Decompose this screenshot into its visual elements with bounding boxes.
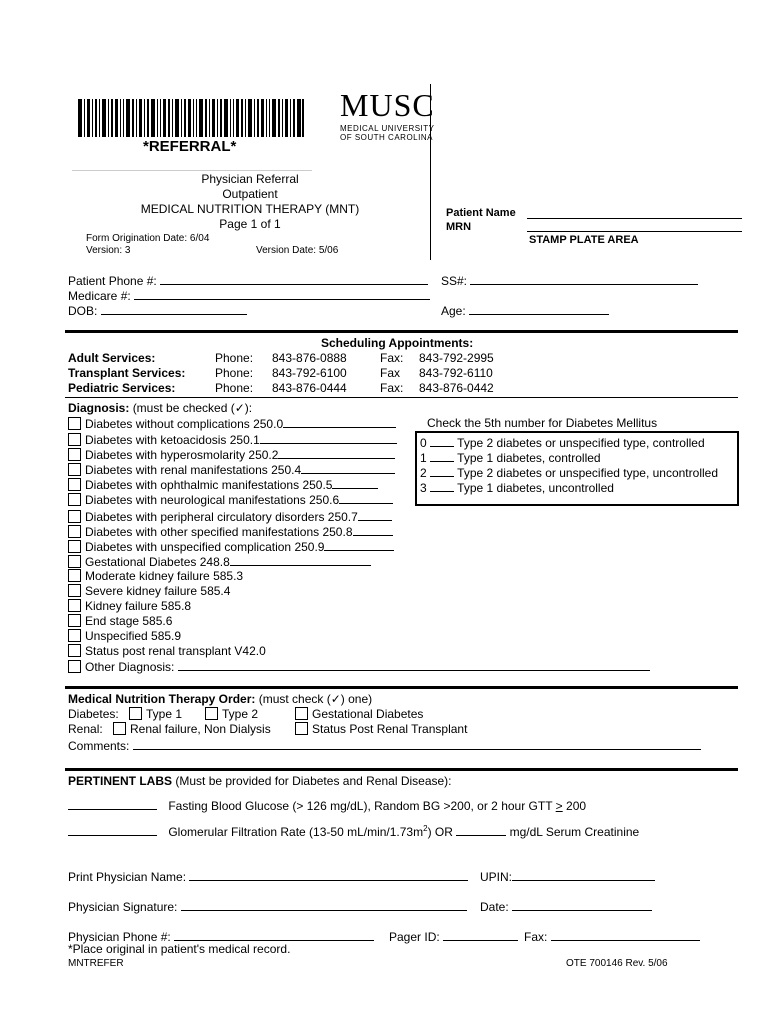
checkbox[interactable] (205, 707, 218, 720)
diagnosis-item[interactable] (68, 492, 393, 507)
diagnosis-item[interactable] (68, 584, 230, 598)
checkbox[interactable] (295, 722, 308, 735)
dob-label: DOB: (68, 304, 98, 318)
place-original-note: *Place original in patient's medical record. (68, 942, 291, 956)
diagnosis-fill-line (230, 554, 371, 566)
form-title-line: Outpatient (222, 187, 278, 201)
diabetes-label: Diabetes: (68, 707, 119, 721)
renal-failure-option[interactable] (113, 722, 271, 736)
form-title (110, 172, 390, 232)
gfr-field[interactable] (68, 823, 157, 836)
pager-row (389, 928, 518, 944)
scheduling-underline (65, 397, 738, 398)
diagnosis-label: Diabetes with unspecified complication 250.9 (85, 540, 325, 554)
service-name: Pediatric Services: (68, 381, 176, 395)
fax-number: 843-792-2995 (419, 351, 494, 365)
gestational-label: Gestational Diabetes (312, 707, 424, 721)
patient-phone-label: Patient Phone #: (68, 274, 157, 288)
diagnosis-item[interactable] (68, 629, 181, 643)
referral-label: *REFERRAL* (143, 138, 237, 155)
age-label: Age: (441, 304, 466, 318)
diagnosis-item[interactable] (68, 477, 378, 492)
diagnosis-label: Diabetes without complications 250.0 (85, 417, 284, 431)
checkbox[interactable] (68, 614, 81, 627)
diagnosis-label: Diabetes with hyperosmolarity 250.2 (85, 448, 279, 462)
scheduling-title: Scheduling Appointments: (321, 336, 474, 350)
glucose-label: Fasting Blood Glucose (> 126 mg/dL), Random BG >200, or 2 hour GTT (168, 799, 553, 813)
mnt-order-header (68, 692, 372, 706)
diagnosis-item[interactable] (68, 659, 650, 674)
fifth-digit-option[interactable] (420, 434, 705, 450)
checkbox[interactable] (68, 569, 81, 582)
diagnosis-label: Diabetes with neurological manifestations 250.6 (85, 493, 340, 507)
section-rule (65, 686, 738, 689)
phone-label: Phone: (215, 381, 254, 395)
gfr-row (68, 823, 639, 839)
diagnosis-fill-line (332, 477, 378, 489)
option-check-line[interactable] (430, 449, 454, 462)
fax-label: Fax (380, 366, 401, 380)
option-number: 3 (420, 481, 427, 495)
diagnosis-fill-line (260, 432, 397, 444)
footer-form-code: MNTREFER (68, 958, 124, 969)
age-row (441, 302, 609, 318)
diagnosis-fill-line (339, 492, 393, 504)
mnt-order-title: Medical Nutrition Therapy Order: (68, 692, 256, 706)
glucose-threshold: 200 (566, 799, 587, 813)
logo-main: MUSC (340, 87, 435, 123)
diagnosis-item[interactable] (68, 432, 397, 447)
ss-field[interactable] (470, 272, 698, 285)
checkbox[interactable] (68, 525, 81, 538)
diagnosis-item[interactable] (68, 462, 395, 477)
physician-fax-row (524, 928, 700, 944)
header-divider (72, 170, 312, 171)
diagnosis-label: Severe kidney failure 585.4 (85, 584, 231, 598)
option-text: Type 2 diabetes or unspecified type, uncontrolled (457, 466, 718, 480)
diagnosis-item[interactable] (68, 599, 191, 613)
checkbox[interactable] (295, 707, 308, 720)
patient-name-label: Patient Name (446, 207, 516, 219)
fifth-digit-option[interactable] (420, 464, 718, 480)
stamp-plate-label: STAMP PLATE AREA (529, 234, 639, 246)
diagnosis-note: (must be checked (✓): (132, 401, 253, 415)
upin-row (480, 868, 655, 884)
diagnosis-label: End stage 585.6 (85, 614, 173, 628)
medicare-label: Medicare #: (68, 289, 131, 303)
option-text: Type 1 diabetes, uncontrolled (457, 481, 614, 495)
labs-title: PERTINENT LABS (68, 774, 173, 788)
checkbox[interactable] (129, 707, 142, 720)
logo-sub1: MEDICAL UNIVERSITY (340, 124, 435, 133)
checkbox[interactable] (68, 555, 81, 568)
diagnosis-item[interactable] (68, 509, 392, 524)
patient-phone-field[interactable] (160, 272, 428, 285)
version-date: Version Date: 5/06 (256, 245, 339, 256)
type1-label: Type 1 (146, 707, 183, 721)
fax-label: Fax: (380, 351, 404, 365)
checkbox[interactable] (68, 433, 81, 446)
checkbox[interactable] (68, 510, 81, 523)
diagnosis-item[interactable] (68, 416, 396, 431)
service-name: Transplant Services: (68, 366, 186, 380)
diagnosis-fill-line (278, 447, 395, 459)
phone-label: Phone: (215, 351, 254, 365)
diagnosis-label: Status post renal transplant V42.0 (85, 644, 266, 658)
fifth-digit-option[interactable] (420, 449, 601, 465)
option-text: Type 1 diabetes, controlled (457, 451, 601, 465)
phone-number: 843-876-0888 (272, 351, 347, 365)
medicare-field[interactable] (134, 287, 430, 300)
diabetes-order-row (68, 707, 119, 721)
option-number: 0 (420, 436, 427, 450)
checkbox[interactable] (68, 478, 81, 491)
footer-revision: OTE 700146 Rev. 5/06 (566, 958, 668, 969)
physician-fax-field[interactable] (551, 928, 700, 941)
checkbox[interactable] (68, 644, 81, 657)
comments-row (68, 737, 701, 753)
diagnosis-header (68, 401, 252, 415)
glucose-row (68, 797, 586, 813)
diagnosis-fill-line (353, 524, 393, 536)
option-number: 1 (420, 451, 427, 465)
diagnosis-item[interactable] (68, 569, 243, 583)
mrn-line[interactable] (527, 231, 742, 232)
form-title-line: Physician Referral (201, 172, 299, 186)
physician-name-label: Print Physician Name: (68, 870, 187, 884)
physician-signature-row (68, 898, 467, 914)
renal-order-row (68, 722, 103, 736)
barcode-graphic (78, 99, 304, 137)
diagnosis-label: Gestational Diabetes 248.8 (85, 555, 230, 569)
gfr-or: ) OR (427, 825, 453, 839)
patient-name-line[interactable] (527, 218, 742, 219)
diagnosis-fill-line (301, 462, 395, 474)
fifth-digit-title: Check the 5th number for Diabetes Mellitus (427, 416, 658, 430)
upin-field[interactable] (512, 868, 655, 881)
date-row (480, 898, 652, 914)
diagnosis-title: Diagnosis: (68, 401, 130, 415)
dob-row (68, 302, 247, 318)
checkbox[interactable] (68, 463, 81, 476)
barcode (78, 99, 304, 137)
other-diagnosis-field[interactable] (178, 659, 650, 671)
diagnosis-item[interactable] (68, 554, 371, 569)
diagnosis-item[interactable] (68, 539, 394, 554)
form-title-line: Page 1 of 1 (219, 217, 281, 231)
diagnosis-fill-line (358, 509, 392, 521)
gestational-option[interactable] (295, 707, 423, 721)
version: Version: 3 (86, 245, 131, 256)
ss-row (441, 272, 698, 288)
section-rule (65, 768, 738, 771)
physician-name-field[interactable] (189, 868, 468, 881)
medicare-row (68, 287, 430, 303)
comments-label: Comments: (68, 739, 130, 753)
physician-phone-field[interactable] (174, 928, 374, 941)
phone-label: Phone: (215, 366, 254, 380)
phone-number: 843-792-6100 (272, 366, 347, 380)
physician-phone-label: Physician Phone #: (68, 930, 171, 944)
option-text: Type 2 diabetes or unspecified type, controlled (457, 436, 705, 450)
checkbox[interactable] (68, 417, 81, 430)
physician-name-row (68, 868, 468, 884)
post-transplant-option[interactable] (295, 722, 467, 736)
checkbox[interactable] (68, 584, 81, 597)
pager-label: Pager ID: (389, 930, 440, 944)
patient-phone-row (68, 272, 428, 288)
checkbox[interactable] (68, 448, 81, 461)
checkbox[interactable] (68, 629, 81, 642)
dob-field[interactable] (101, 302, 247, 315)
checkbox[interactable] (68, 660, 81, 673)
type2-option[interactable] (205, 707, 258, 721)
option-check-line[interactable] (430, 464, 454, 477)
creatinine-label: mg/dL Serum Creatinine (509, 825, 640, 839)
diagnosis-label: Diabetes with renal manifestations 250.4 (85, 463, 302, 477)
fifth-digit-option[interactable] (420, 479, 614, 495)
option-number: 2 (420, 466, 427, 480)
fax-number: 843-792-6110 (419, 366, 493, 380)
checkbox[interactable] (68, 540, 81, 553)
age-field[interactable] (469, 302, 609, 315)
diagnosis-item[interactable] (68, 614, 172, 628)
physician-signature-label: Physician Signature: (68, 900, 178, 914)
diagnosis-label: Moderate kidney failure 585.3 (85, 569, 244, 583)
phone-number: 843-876-0444 (272, 381, 347, 395)
fax-label: Fax: (380, 381, 404, 395)
diagnosis-label: Kidney failure 585.8 (85, 599, 192, 613)
logo-sub2: OF SOUTH CAROLINA (340, 133, 433, 142)
type1-option[interactable] (129, 707, 182, 721)
diagnosis-label: Diabetes with other specified manifestations 250.8 (85, 525, 353, 539)
fax-number: 843-876-0442 (419, 381, 494, 395)
option-check-line[interactable] (430, 434, 454, 447)
checkbox[interactable] (113, 722, 126, 735)
musc-logo (340, 89, 435, 142)
mrn-label: MRN (446, 221, 472, 233)
option-check-line[interactable] (430, 479, 454, 492)
diagnosis-item[interactable] (68, 524, 393, 539)
renal-failure-label: Renal failure, Non Dialysis (130, 722, 271, 736)
labs-header (68, 774, 452, 788)
mnt-order-note: (must check (✓) one) (258, 692, 373, 706)
comments-field[interactable] (133, 737, 701, 750)
diagnosis-label: Other Diagnosis: (85, 660, 175, 674)
type2-label: Type 2 (222, 707, 259, 721)
glucose-gte: > (555, 799, 563, 813)
checkbox[interactable] (68, 599, 81, 612)
date-label: Date: (480, 900, 509, 914)
diagnosis-label: Diabetes with ophthalmic manifestations 250.5 (85, 478, 333, 492)
diagnosis-fill-line (283, 416, 396, 428)
fifth-digit-box (415, 431, 739, 506)
pager-field[interactable] (443, 928, 518, 941)
upin-label: UPIN: (480, 870, 513, 884)
diagnosis-label: Unspecified 585.9 (85, 629, 182, 643)
physician-fax-label: Fax: (524, 930, 548, 944)
origination-date: Form Origination Date: 6/04 (86, 233, 210, 244)
diagnosis-label: Diabetes with peripheral circulatory disorders 250.7 (85, 510, 358, 524)
diagnosis-fill-line (324, 539, 394, 551)
form-title-line: MEDICAL NUTRITION THERAPY (MNT) (140, 202, 360, 216)
checkbox[interactable] (68, 493, 81, 506)
post-transplant-label: Status Post Renal Transplant (312, 722, 468, 736)
glucose-field[interactable] (68, 797, 157, 810)
service-name: Adult Services: (68, 351, 156, 365)
renal-label: Renal: (68, 722, 103, 736)
gfr-label: Glomerular Filtration Rate (13-50 mL/min/1.73m (168, 825, 424, 839)
diagnosis-label: Diabetes with ketoacidosis 250.1 (85, 433, 260, 447)
labs-note: (Must be provided for Diabetes and Renal Disease): (175, 774, 452, 788)
section-rule (65, 330, 738, 333)
creatinine-field[interactable] (456, 823, 506, 836)
ss-label: SS#: (441, 274, 468, 288)
gfr-superscript: 2 (423, 824, 428, 833)
physician-signature-field[interactable] (181, 898, 467, 911)
date-field[interactable] (512, 898, 652, 911)
diagnosis-item[interactable] (68, 644, 266, 658)
diagnosis-item[interactable] (68, 447, 395, 462)
